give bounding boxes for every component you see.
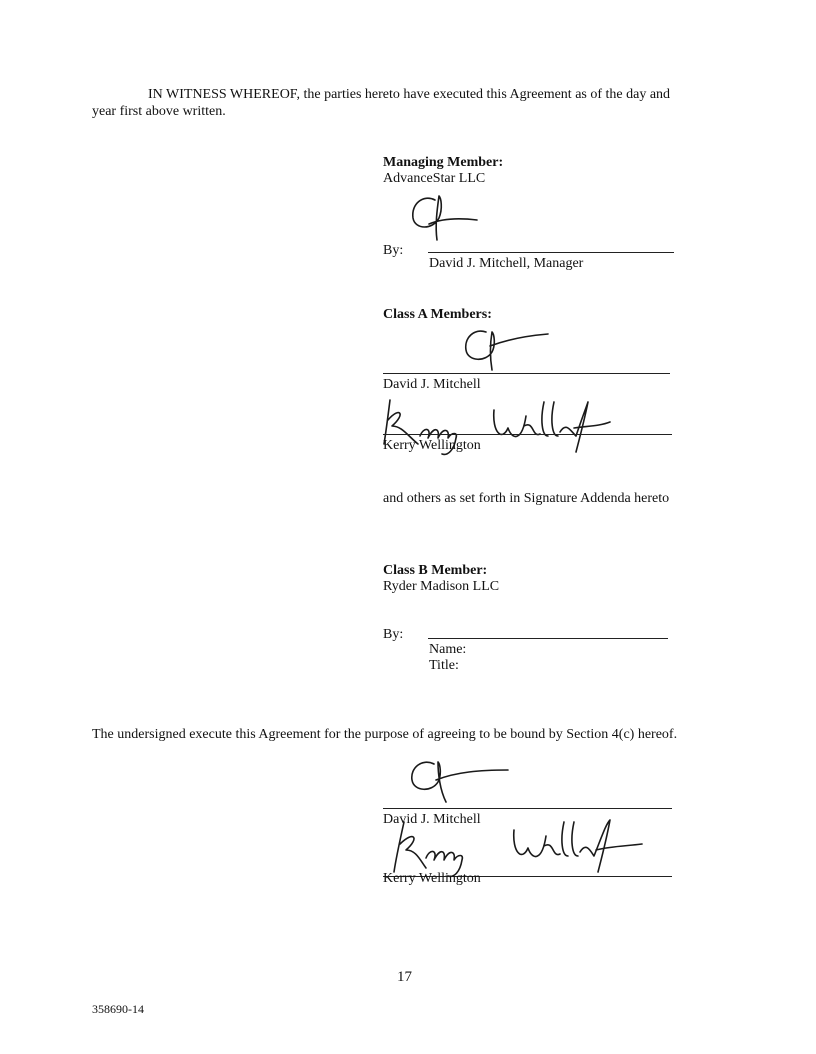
managing-member-by-label: By: <box>383 243 404 258</box>
class-a-others-note: and others as set forth in Signature Addenda hereto <box>383 491 670 506</box>
intro-line-2: year first above written. <box>92 104 226 119</box>
class-a-heading: Class A Members: <box>383 307 492 322</box>
class-a-signature-line-1 <box>383 373 670 374</box>
intro-line-1: IN WITNESS WHEREOF, the parties hereto have executed this Agreement as of the day and <box>148 87 671 102</box>
class-a-signature-line-2 <box>383 434 672 435</box>
managing-member-signer: David J. Mitchell, Manager <box>429 256 584 271</box>
managing-member-entity: AdvanceStar LLC <box>383 171 486 186</box>
signature-mitchell-1 <box>405 188 485 248</box>
class-b-heading: Class B Member: <box>383 563 488 578</box>
class-b-entity: Ryder Madison LLC <box>383 579 500 594</box>
undersigned-signer-1: David J. Mitchell <box>383 812 481 827</box>
managing-member-signature-line <box>428 252 674 253</box>
document-id: 358690-14 <box>92 1002 144 1016</box>
signature-mitchell-3 <box>408 750 528 808</box>
signature-mitchell-2 <box>460 318 560 374</box>
class-b-name-label: Name: <box>429 642 467 657</box>
class-b-title-label: Title: <box>429 658 459 673</box>
class-b-signature-line <box>428 638 668 639</box>
undersigned-signature-line-1 <box>383 808 672 809</box>
managing-member-heading: Managing Member: <box>383 155 504 170</box>
class-a-signer-1: David J. Mitchell <box>383 377 481 392</box>
undersigned-signer-2: Kerry Wellington <box>383 871 481 886</box>
undersigned-statement: The undersigned execute this Agreement for the purpose of agreeing to be bound by Section 4(c) hereof. <box>92 727 678 742</box>
class-b-by-label: By: <box>383 627 404 642</box>
page-number: 17 <box>397 969 412 985</box>
class-a-signer-2: Kerry Wellington <box>383 438 481 453</box>
